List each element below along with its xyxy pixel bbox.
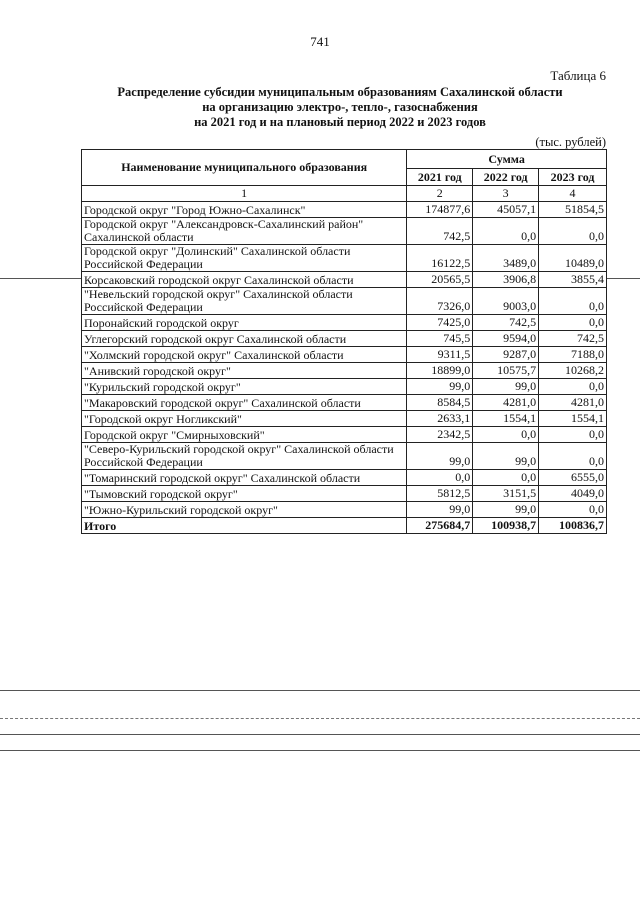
title-line-2: на организацию электро-, тепло-, газоснабжения <box>202 100 478 114</box>
table-row <box>82 363 607 379</box>
value-2022: 1554,1 <box>473 411 539 427</box>
municipality-name: "Южно-Курильский городской округ" <box>82 502 407 518</box>
value-2022: 99,0 <box>473 379 539 395</box>
table-row <box>82 411 607 427</box>
scan-rule <box>0 734 640 735</box>
value-2021: 99,0 <box>407 443 473 470</box>
municipality-name: Городской округ "Долинский" Сахалинской области Российской Федерации <box>82 245 407 272</box>
value-2023: 10268,2 <box>539 363 607 379</box>
table-body <box>82 202 607 518</box>
value-2021: 0,0 <box>407 470 473 486</box>
value-2022: 9287,0 <box>473 347 539 363</box>
value-2021: 7425,0 <box>407 315 473 331</box>
value-2022: 99,0 <box>473 443 539 470</box>
title-line-3: на 2021 год и на плановый период 2022 и 2023 годов <box>194 115 486 129</box>
table-row <box>82 427 607 443</box>
municipality-name: "Северо-Курильский городской округ" Сахалинской области Российской Федерации <box>82 443 407 470</box>
value-2021: 742,5 <box>407 218 473 245</box>
value-2022: 45057,1 <box>473 202 539 218</box>
value-2021: 7326,0 <box>407 288 473 315</box>
header-year-2021: 2021 год <box>407 169 473 186</box>
value-2021: 99,0 <box>407 379 473 395</box>
column-number: 2 <box>407 186 473 202</box>
municipality-name: Поронайский городской округ <box>82 315 407 331</box>
value-2021: 174877,6 <box>407 202 473 218</box>
total-row <box>82 518 607 534</box>
value-2023: 10489,0 <box>539 245 607 272</box>
municipality-name: Городской округ "Смирныховский" <box>82 427 407 443</box>
table-row <box>82 486 607 502</box>
value-2022: 0,0 <box>473 218 539 245</box>
value-2023: 7188,0 <box>539 347 607 363</box>
value-2023: 1554,1 <box>539 411 607 427</box>
value-2021: 2633,1 <box>407 411 473 427</box>
column-number: 4 <box>539 186 607 202</box>
page-number: 741 <box>310 34 330 49</box>
value-2022: 4281,0 <box>473 395 539 411</box>
municipality-name: "Макаровский городской округ" Сахалинской области <box>82 395 407 411</box>
value-2023: 0,0 <box>539 288 607 315</box>
scan-rule <box>0 750 640 751</box>
value-2022: 0,0 <box>473 470 539 486</box>
scan-rule <box>0 690 640 691</box>
table-row <box>82 245 607 272</box>
value-2022: 9594,0 <box>473 331 539 347</box>
scan-rule <box>0 278 81 279</box>
table-row <box>82 331 607 347</box>
value-2022: 10575,7 <box>473 363 539 379</box>
municipality-name: "Томаринский городской округ" Сахалинской области <box>82 470 407 486</box>
column-number: 1 <box>82 186 407 202</box>
value-2022: 3489,0 <box>473 245 539 272</box>
value-2021: 20565,5 <box>407 272 473 288</box>
scan-rule <box>0 718 640 719</box>
value-2021: 2342,5 <box>407 427 473 443</box>
document-title <box>60 85 620 130</box>
header-year-2023: 2023 год <box>539 169 607 186</box>
value-2023: 0,0 <box>539 379 607 395</box>
municipality-name: "Городской округ Ногликский" <box>82 411 407 427</box>
value-2023: 4281,0 <box>539 395 607 411</box>
value-2023: 742,5 <box>539 331 607 347</box>
value-2021: 16122,5 <box>407 245 473 272</box>
table-row <box>82 315 607 331</box>
value-2023: 0,0 <box>539 315 607 331</box>
municipality-name: "Анивский городской округ" <box>82 363 407 379</box>
municipality-name: "Тымовский городской округ" <box>82 486 407 502</box>
header-name: Наименование муниципального образования <box>82 150 407 186</box>
header-sum: Сумма <box>407 150 607 169</box>
value-2023: 6555,0 <box>539 470 607 486</box>
total-label: Итого <box>82 518 407 534</box>
value-2023: 0,0 <box>539 218 607 245</box>
value-2023: 3855,4 <box>539 272 607 288</box>
value-2021: 745,5 <box>407 331 473 347</box>
value-2021: 5812,5 <box>407 486 473 502</box>
column-number: 3 <box>473 186 539 202</box>
municipality-name: Углегорский городской округ Сахалинской области <box>82 331 407 347</box>
total-2021: 275684,7 <box>407 518 473 534</box>
value-2021: 9311,5 <box>407 347 473 363</box>
value-2023: 4049,0 <box>539 486 607 502</box>
table-row <box>82 202 607 218</box>
value-2023: 51854,5 <box>539 202 607 218</box>
value-2022: 99,0 <box>473 502 539 518</box>
value-2022: 0,0 <box>473 427 539 443</box>
municipality-name: Городской округ "Город Южно-Сахалинск" <box>82 202 407 218</box>
table-row <box>82 502 607 518</box>
value-2021: 18899,0 <box>407 363 473 379</box>
total-2022: 100938,7 <box>473 518 539 534</box>
subsidy-table <box>81 149 607 534</box>
value-2023: 0,0 <box>539 427 607 443</box>
table-row <box>82 379 607 395</box>
value-2021: 99,0 <box>407 502 473 518</box>
header-year-2022: 2022 год <box>473 169 539 186</box>
table-row <box>82 395 607 411</box>
table-row <box>82 443 607 470</box>
municipality-name: Корсаковский городской округ Сахалинской области <box>82 272 407 288</box>
table-row <box>82 288 607 315</box>
municipality-name: Городской округ "Александровск-Сахалинский район" Сахалинской области <box>82 218 407 245</box>
value-2021: 8584,5 <box>407 395 473 411</box>
scan-rule <box>607 278 640 279</box>
table-row <box>82 347 607 363</box>
value-2023: 0,0 <box>539 502 607 518</box>
units-label: (тыс. рублей) <box>535 135 606 149</box>
municipality-name: "Холмский городской округ" Сахалинской области <box>82 347 407 363</box>
table-row <box>82 272 607 288</box>
value-2022: 742,5 <box>473 315 539 331</box>
table-row <box>82 470 607 486</box>
value-2022: 9003,0 <box>473 288 539 315</box>
municipality-name: "Курильский городской округ" <box>82 379 407 395</box>
value-2023: 0,0 <box>539 443 607 470</box>
total-2023: 100836,7 <box>539 518 607 534</box>
title-line-1: Распределение субсидии муниципальным образованиям Сахалинской области <box>117 85 563 99</box>
value-2022: 3906,8 <box>473 272 539 288</box>
table-label: Таблица 6 <box>550 68 606 83</box>
municipality-name: "Невельский городской округ" Сахалинской области Российской Федерации <box>82 288 407 315</box>
table-row <box>82 218 607 245</box>
value-2022: 3151,5 <box>473 486 539 502</box>
